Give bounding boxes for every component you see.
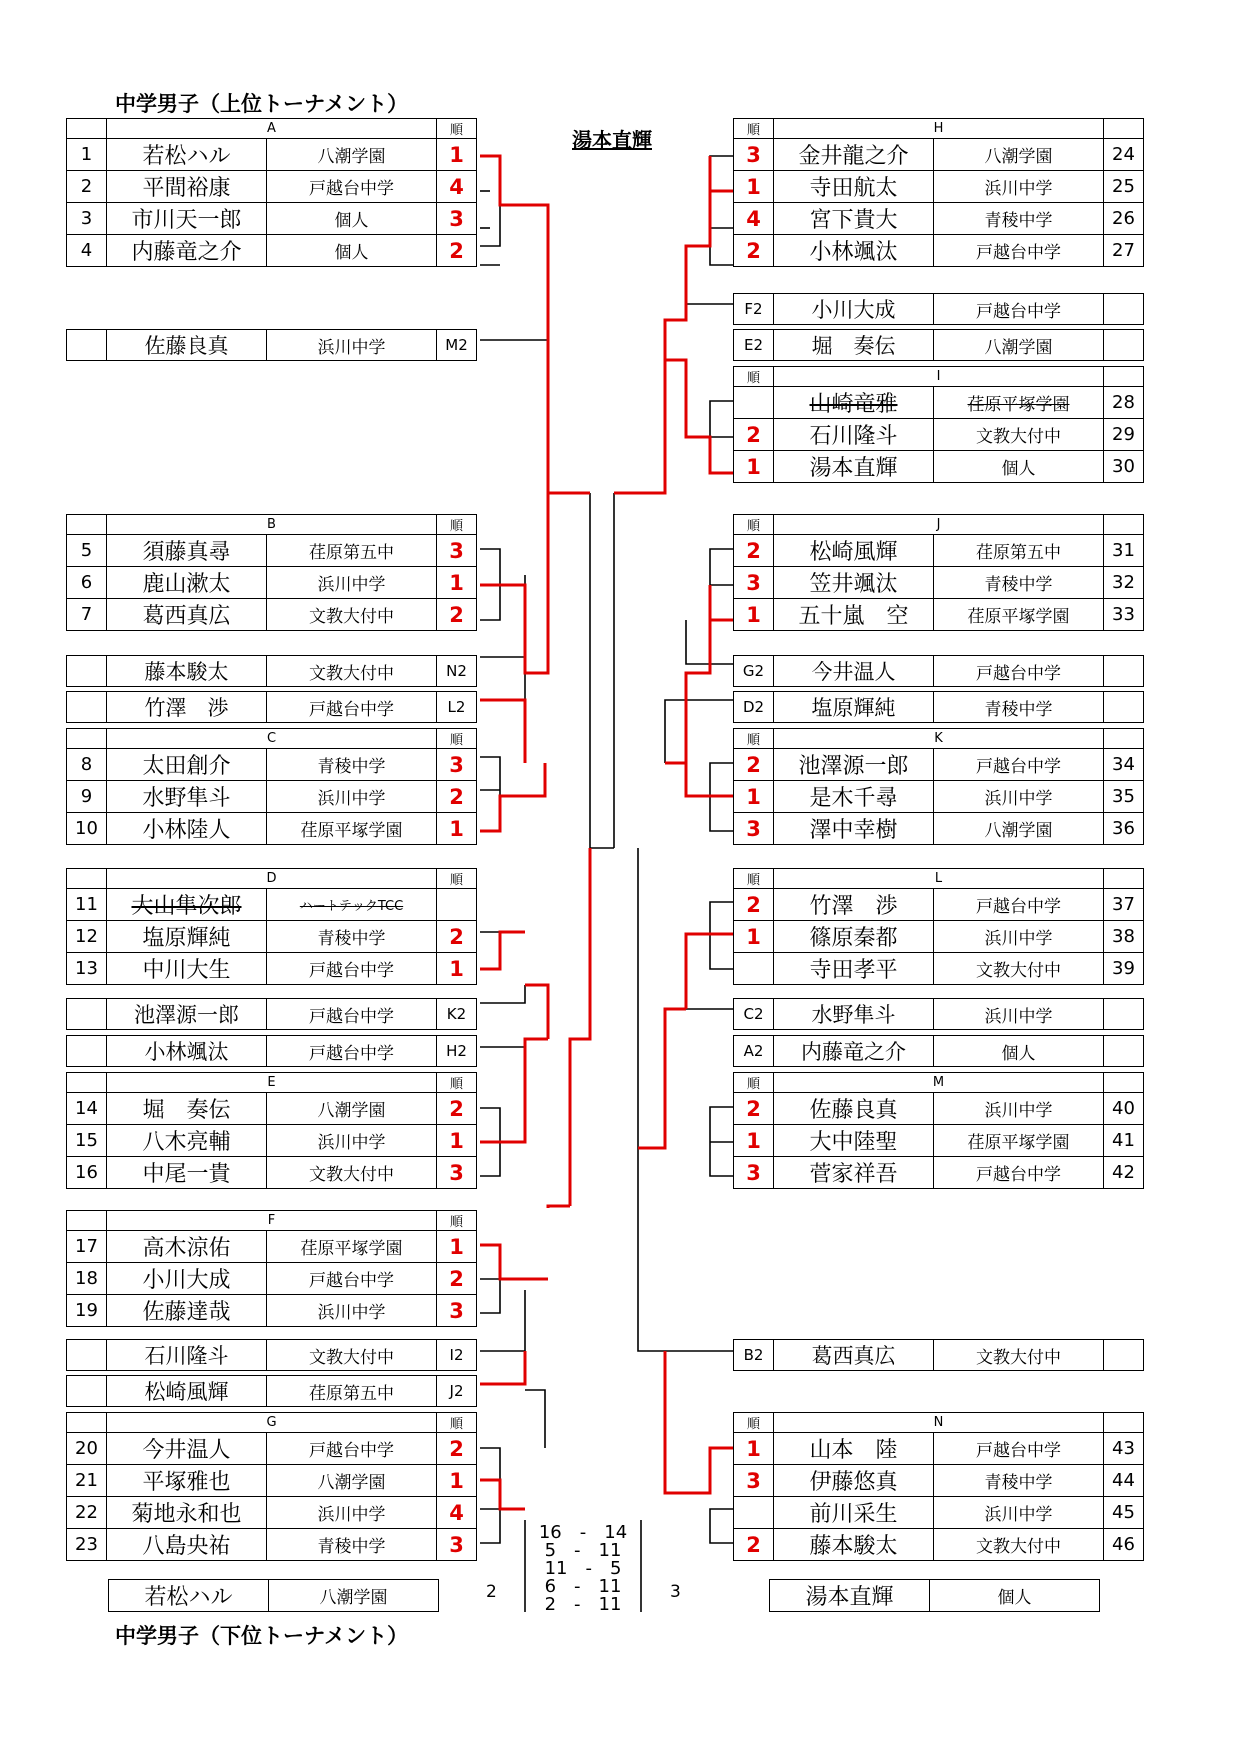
group-label: L — [774, 869, 1104, 889]
group-label: A — [107, 119, 437, 139]
group-label: F — [107, 1211, 437, 1231]
game-score: 16 - 14 — [538, 1522, 628, 1543]
group-h-table — [733, 118, 1144, 267]
group-m-table — [733, 1072, 1144, 1189]
table-row: 23 八島央祐 青稜中学 3 — [67, 1529, 477, 1561]
table-row: 13 中川大生 戸越台中学 1 — [67, 953, 477, 985]
single-j2: 松崎風輝 荏原第五中 J2 — [66, 1375, 477, 1407]
game-score: 2 - 11 — [544, 1594, 622, 1615]
game-score: 11 - 5 — [544, 1558, 622, 1579]
group-label: N — [774, 1413, 1104, 1433]
table-row: 山崎竜雅 荏原平塚学園 28 — [734, 387, 1144, 419]
lower-tournament-title: 中学男子（下位トーナメント） — [115, 1624, 409, 1648]
group-label: G — [107, 1413, 437, 1433]
table-row: 4 宮下貴大 青稜中学 26 — [734, 203, 1144, 235]
single-d2: D2 塩原輝純 青稜中学 — [733, 691, 1144, 723]
table-row: 3 菅家祥吾 戸越台中学 42 — [734, 1157, 1144, 1189]
rank-header: 順 — [734, 119, 774, 139]
group-d-table — [66, 868, 477, 985]
group-g-table — [66, 1412, 477, 1561]
rank-header: 順 — [734, 367, 774, 387]
group-label: C — [107, 729, 437, 749]
table-row: 2 池澤源一郎 戸越台中学 34 — [734, 749, 1144, 781]
single-l2: 竹澤 渉 戸越台中学 L2 — [66, 691, 477, 723]
table-row: 3 伊藤悠真 青稜中学 44 — [734, 1465, 1144, 1497]
table-row: 17 高木涼佑 荏原平塚学園 1 — [67, 1231, 477, 1263]
rank-header: 順 — [437, 729, 477, 749]
rank-header: 順 — [734, 1413, 774, 1433]
single-a2: A2 内藤竜之介 個人 — [733, 1035, 1144, 1067]
rank-header: 順 — [734, 869, 774, 889]
table-row: 7 葛西真広 文教大付中 2 — [67, 599, 477, 631]
group-e-table — [66, 1072, 477, 1189]
table-row: 10 小林陸人 荏原平塚学園 1 — [67, 813, 477, 845]
champion-label: 湯本直輝 — [572, 128, 652, 152]
group-label: E — [107, 1073, 437, 1093]
group-label: J — [774, 515, 1104, 535]
table-row: 1 五十嵐 空 荏原平塚学園 33 — [734, 599, 1144, 631]
table-row: 寺田孝平 文教大付中 39 — [734, 953, 1144, 985]
single-c2: C2 水野隼斗 浜川中学 — [733, 998, 1144, 1030]
single-m2: 佐藤良真 浜川中学 M2 — [66, 329, 477, 361]
group-b-table — [66, 514, 477, 631]
single-h2: 小林颯汰 戸越台中学 H2 — [66, 1035, 477, 1067]
group-label: D — [107, 869, 437, 889]
table-row: 9 水野隼斗 浜川中学 2 — [67, 781, 477, 813]
final-right-games: 3 — [670, 1582, 681, 1602]
single-k2: 池澤源一郎 戸越台中学 K2 — [66, 998, 477, 1030]
single-n2: 藤本駿太 文教大付中 N2 — [66, 655, 477, 687]
table-row: 15 八木亮輔 浜川中学 1 — [67, 1125, 477, 1157]
table-row: 18 小川大成 戸越台中学 2 — [67, 1263, 477, 1295]
group-label: H — [774, 119, 1104, 139]
table-row: 2 藤本駿太 文教大付中 46 — [734, 1529, 1144, 1561]
group-label: K — [774, 729, 1104, 749]
table-row: 1 湯本直輝 個人 30 — [734, 451, 1144, 483]
rank-header: 順 — [734, 1073, 774, 1093]
game-score: 6 - 11 — [544, 1576, 622, 1597]
rank-header: 順 — [437, 119, 477, 139]
table-row: 1 大中陸聖 荏原平塚学園 41 — [734, 1125, 1144, 1157]
final-score-list — [530, 1524, 636, 1614]
group-k-table — [733, 728, 1144, 845]
single-e2: E2 堀 奏伝 八潮学園 — [733, 329, 1144, 361]
rank-header: 順 — [437, 869, 477, 889]
table-row: 12 塩原輝純 青稜中学 2 — [67, 921, 477, 953]
table-row: 20 今井温人 戸越台中学 2 — [67, 1433, 477, 1465]
group-l-table — [733, 868, 1144, 985]
table-row: 1 是木千尋 浜川中学 35 — [734, 781, 1144, 813]
table-row: 1 若松ハル 八潮学園 1 — [67, 139, 477, 171]
group-a-table — [66, 118, 477, 267]
group-n-table — [733, 1412, 1144, 1561]
table-row: 1 篠原秦都 浜川中学 38 — [734, 921, 1144, 953]
table-row: 3 金井龍之介 八潮学園 24 — [734, 139, 1144, 171]
table-row: 5 須藤真尋 荏原第五中 3 — [67, 535, 477, 567]
group-j-table — [733, 514, 1144, 631]
table-row: 1 山本 陸 戸越台中学 43 — [734, 1433, 1144, 1465]
table-row: 3 市川天一郎 個人 3 — [67, 203, 477, 235]
table-row: 前川采生 浜川中学 45 — [734, 1497, 1144, 1529]
rank-header: 順 — [437, 1073, 477, 1093]
table-row: 2 小林颯汰 戸越台中学 27 — [734, 235, 1144, 267]
rank-header: 順 — [734, 515, 774, 535]
game-score: 5 - 11 — [544, 1540, 622, 1561]
table-row: 6 鹿山漱太 浜川中学 1 — [67, 567, 477, 599]
table-row: 21 平塚雅也 八潮学園 1 — [67, 1465, 477, 1497]
group-label: I — [774, 367, 1104, 387]
table-row: 8 太田創介 青稜中学 3 — [67, 749, 477, 781]
group-i-table — [733, 366, 1144, 483]
table-row: 22 菊地永和也 浜川中学 4 — [67, 1497, 477, 1529]
upper-tournament-title: 中学男子（上位トーナメント） — [115, 92, 409, 116]
group-c-table — [66, 728, 477, 845]
final-right-player: 湯本直輝 個人 — [769, 1579, 1100, 1612]
final-left-games: 2 — [486, 1582, 497, 1602]
group-f-table — [66, 1210, 477, 1327]
table-row: 3 笠井颯汰 青稜中学 32 — [734, 567, 1144, 599]
single-f2: F2 小川大成 戸越台中学 — [733, 293, 1144, 325]
table-row: 2 石川隆斗 文教大付中 29 — [734, 419, 1144, 451]
single-b2: B2 葛西真広 文教大付中 — [733, 1339, 1144, 1371]
group-label: B — [107, 515, 437, 535]
rank-header: 順 — [437, 515, 477, 535]
single-i2: 石川隆斗 文教大付中 I2 — [66, 1339, 477, 1371]
table-row: 2 平間裕康 戸越台中学 4 — [67, 171, 477, 203]
table-row: 2 佐藤良真 浜川中学 40 — [734, 1093, 1144, 1125]
group-label: M — [774, 1073, 1104, 1093]
rank-header: 順 — [734, 729, 774, 749]
rank-header: 順 — [437, 1413, 477, 1433]
table-row: 16 中尾一貴 文教大付中 3 — [67, 1157, 477, 1189]
table-row: 14 堀 奏伝 八潮学園 2 — [67, 1093, 477, 1125]
table-row: 3 澤中幸樹 八潮学園 36 — [734, 813, 1144, 845]
table-row: 19 佐藤達哉 浜川中学 3 — [67, 1295, 477, 1327]
table-row: 2 松崎風輝 荏原第五中 31 — [734, 535, 1144, 567]
table-row: 1 寺田航太 浜川中学 25 — [734, 171, 1144, 203]
final-left-player: 若松ハル 八潮学園 — [108, 1579, 439, 1612]
rank-header: 順 — [437, 1211, 477, 1231]
single-g2: G2 今井温人 戸越台中学 — [733, 655, 1144, 687]
table-row: 11 大山隼次郎 ハートテックTCC — [67, 889, 477, 921]
table-row: 4 内藤竜之介 個人 2 — [67, 235, 477, 267]
table-row: 2 竹澤 渉 戸越台中学 37 — [734, 889, 1144, 921]
